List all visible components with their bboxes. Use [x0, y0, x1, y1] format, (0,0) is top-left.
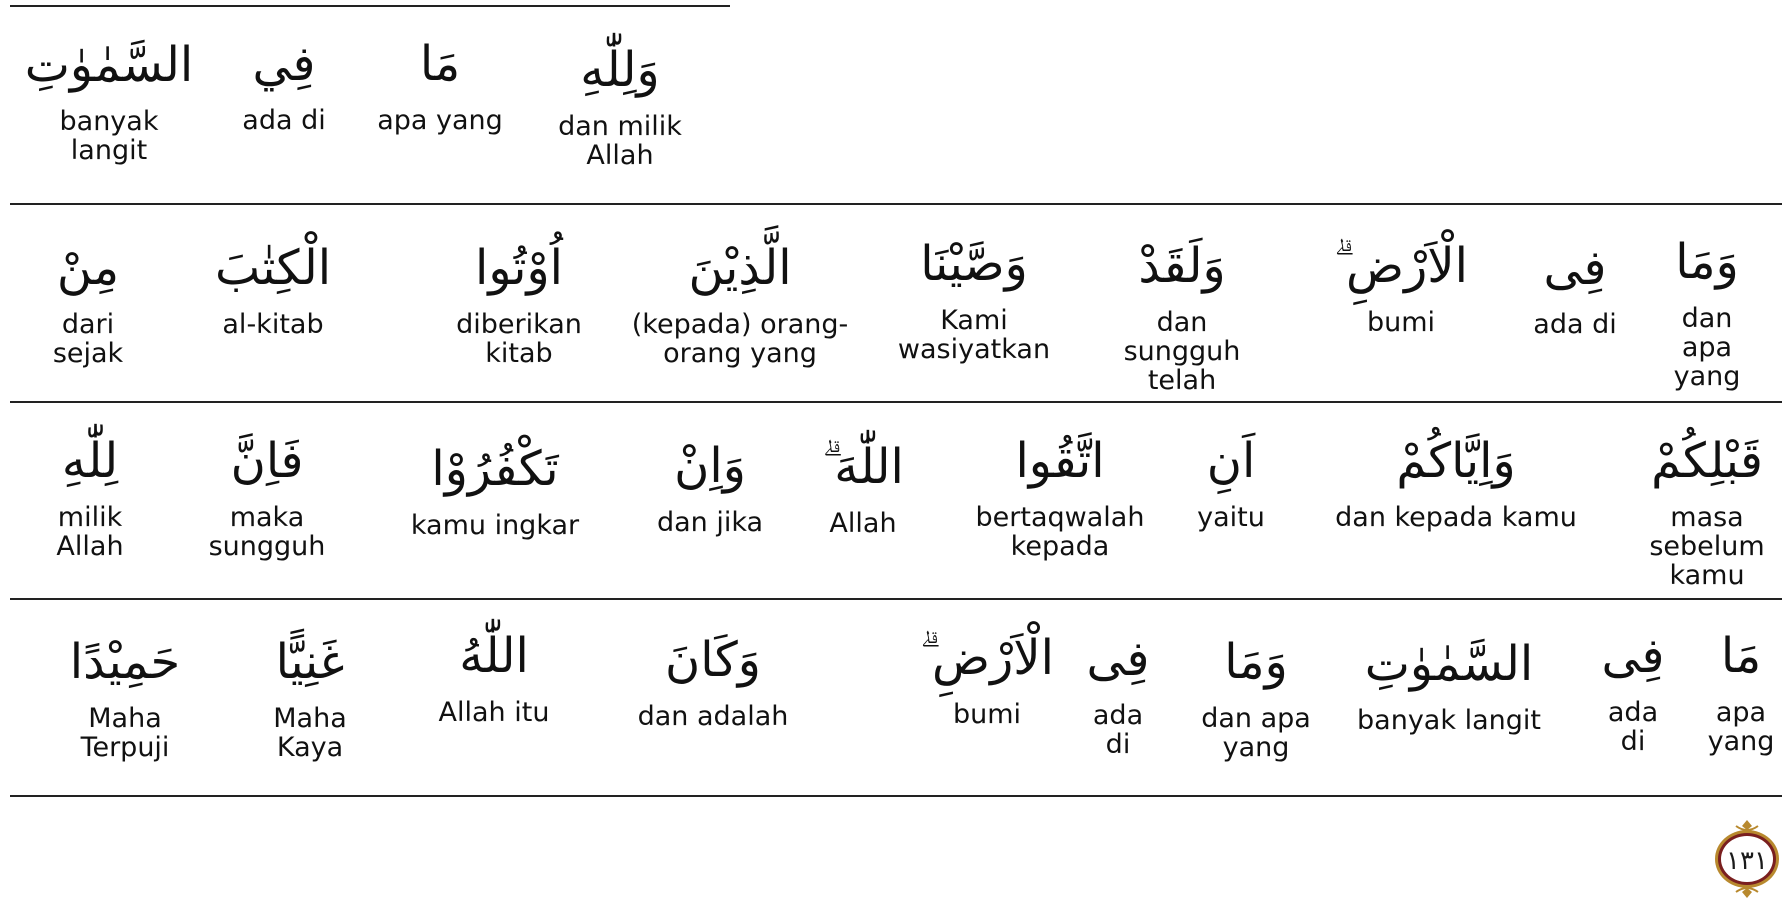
translation: dan kepada kamu [1335, 502, 1577, 533]
translation: bertaqwalah kepada [975, 502, 1145, 562]
arabic-word: وَاِنْ [674, 438, 746, 494]
translation: bumi [952, 699, 1022, 730]
translation: yaitu [1197, 502, 1265, 533]
translation: diberikan kitab [456, 309, 582, 369]
word-al-ardi [920, 616, 1054, 729]
word-wa-ma [1201, 620, 1311, 762]
word-as-samawati [25, 23, 194, 165]
translation: Kami wasiyatkan [897, 305, 1051, 365]
arabic-word: غَنِيًّا [275, 634, 345, 690]
translation: Allah [829, 508, 897, 539]
word-wa-ma [1674, 220, 1741, 391]
page-number-badge [1712, 818, 1782, 900]
word-hamidan [70, 620, 180, 762]
translation: Maha Terpuji [80, 703, 170, 763]
arabic-word: الْكِتٰبَ [214, 240, 332, 296]
arabic-word: اُوْتُوا [474, 240, 563, 296]
top-rule [10, 5, 730, 7]
translation: dan adalah [637, 701, 789, 732]
word-allahu [439, 614, 550, 727]
arabic-word: وَمَا [1675, 234, 1739, 290]
arabic-word: اتَّقُوا [1015, 433, 1105, 489]
arabic-word: اللّٰهَ ۗ [822, 439, 904, 495]
arabic-word: قَبْلِكُمْ [1651, 433, 1763, 489]
translation: dan milik Allah [558, 111, 682, 171]
translation: kamu ingkar [410, 510, 580, 541]
arabic-word: تَكْفُرُوْا [431, 441, 559, 497]
word-wa-iyyakum [1335, 419, 1577, 532]
word-fi [1087, 617, 1150, 759]
arabic-word: وَكَانَ [665, 632, 761, 688]
translation: ada di [242, 105, 326, 136]
arabic-word: الَّذِيْنَ [688, 240, 792, 296]
translation: banyak langit [1357, 705, 1541, 736]
translation: maka sungguh [208, 502, 326, 562]
arabic-word: وَصَّيْنَا [920, 236, 1028, 292]
word-wa-lillahi [558, 28, 682, 170]
arabic-word: مَا [1720, 628, 1762, 684]
translation: dan apa yang [1201, 703, 1311, 763]
word-alladhina [632, 226, 848, 368]
row-divider-1 [10, 203, 1782, 205]
arabic-word: الْاَرْضِ ۗ [920, 630, 1054, 686]
word-ghaniyyan [273, 620, 347, 762]
word-fi [242, 22, 325, 135]
translation: dan sungguh telah [1123, 307, 1241, 396]
arabic-word: السَّمٰوٰتِ [24, 37, 194, 93]
row-divider-2 [10, 401, 1782, 403]
word-ittaqu [976, 419, 1145, 561]
translation: al-kitab [222, 309, 324, 340]
arabic-word: وَلَقَدْ [1138, 238, 1226, 294]
word-fa-inna [209, 419, 326, 561]
arabic-word: فِى [1543, 240, 1607, 296]
translation: ada di [1092, 700, 1144, 760]
word-wa-laqad [1124, 224, 1241, 395]
translation: dan apa yang [1673, 303, 1741, 392]
translation: banyak langit [59, 106, 159, 166]
arabic-word: مَا [419, 36, 461, 92]
translation: dari sejak [52, 309, 124, 369]
arabic-word: وَاِيَّاكُمْ [1396, 433, 1516, 489]
translation: Allah itu [438, 697, 550, 728]
word-ma [1708, 614, 1775, 756]
translation: ada di [1607, 697, 1659, 757]
translation: apa yang [377, 105, 503, 136]
arabic-word: فِى [1601, 628, 1665, 684]
word-al-ardi [1334, 224, 1468, 337]
word-al-kitaba [215, 226, 331, 339]
arabic-word: السَّمٰوٰتِ [1364, 636, 1534, 692]
word-wassayna [898, 222, 1050, 364]
arabic-word: وَلِلّٰهِ [580, 42, 660, 98]
word-fi [1533, 226, 1616, 339]
arabic-word: اَنِ [1206, 433, 1256, 489]
arabic-word: فَاِنَّ [230, 433, 304, 489]
word-as-samawati [1357, 622, 1541, 735]
word-wa-in [657, 424, 763, 537]
translation: dan jika [656, 507, 764, 538]
arabic-word: الْاَرْضِ ۗ [1334, 238, 1468, 294]
word-lillahi [56, 419, 123, 561]
word-allaha [822, 425, 904, 538]
translation: milik Allah [56, 502, 124, 562]
row-divider-3 [10, 598, 1782, 600]
bottom-rule [10, 795, 1782, 797]
word-qablikum [1649, 419, 1764, 590]
translation: apa yang [1707, 697, 1775, 757]
arabic-word: وَمَا [1224, 634, 1288, 690]
word-fi [1602, 614, 1665, 756]
arabic-word: لِلّٰهِ [61, 433, 119, 489]
arabic-word: مِنْ [56, 240, 120, 296]
arabic-word: فِي [252, 36, 316, 92]
word-ma [377, 22, 503, 135]
page-number: ١٣١ [1726, 846, 1768, 876]
arabic-word: حَمِيْدًا [69, 634, 181, 690]
word-min [53, 226, 123, 368]
translation: (kepada) orang- orang yang [631, 309, 849, 369]
arabic-word: فِى [1086, 631, 1150, 687]
word-takfuru [411, 427, 579, 540]
word-ani [1197, 419, 1265, 532]
translation: ada di [1533, 309, 1617, 340]
word-utu [456, 226, 582, 368]
translation: Maha Kaya [273, 703, 347, 763]
translation: masa sebelum kamu [1649, 502, 1765, 591]
translation: bumi [1366, 307, 1436, 338]
arabic-word: اللّٰهُ [459, 628, 529, 684]
word-wa-kana [638, 618, 789, 731]
